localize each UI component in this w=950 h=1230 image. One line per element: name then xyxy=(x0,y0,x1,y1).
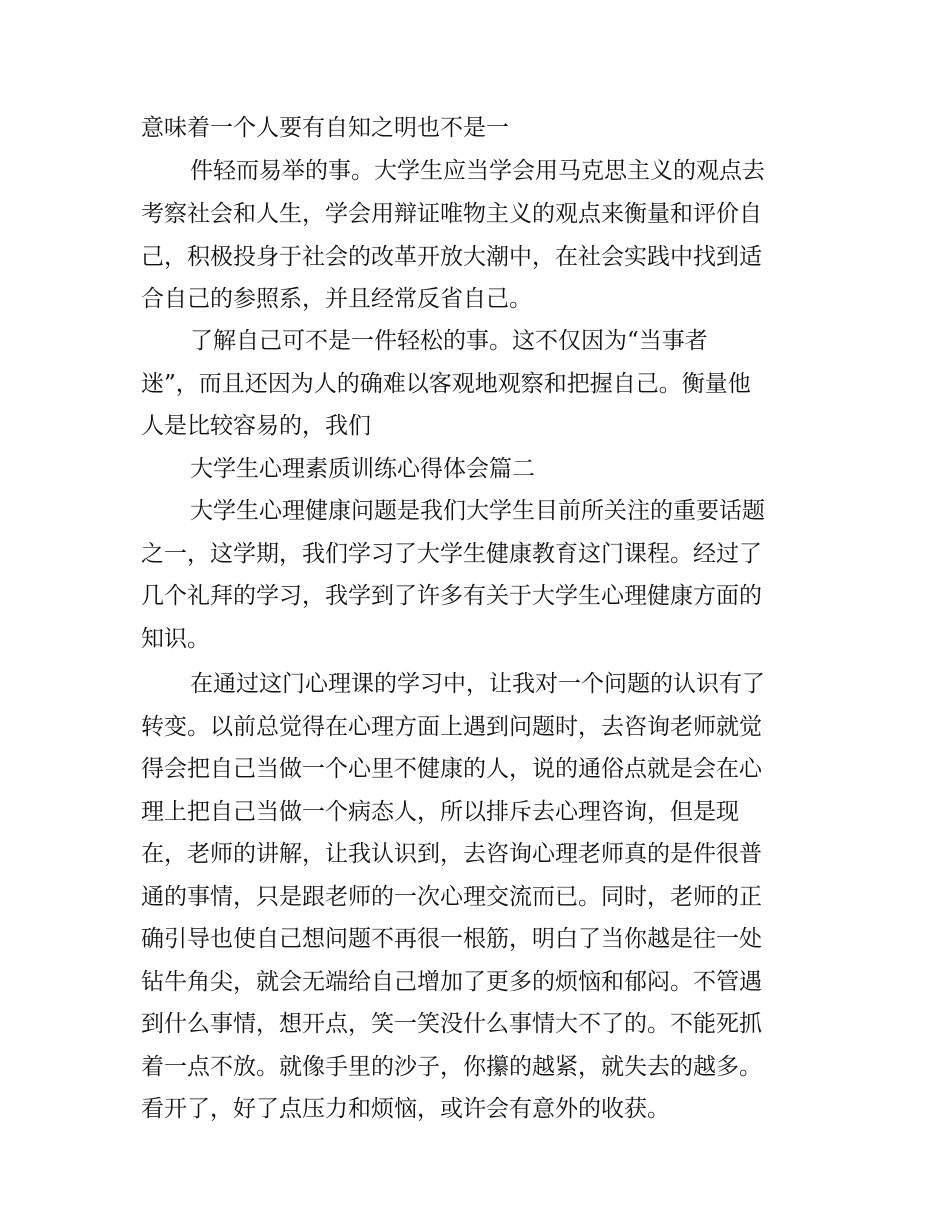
text-line-5: 合自己的参照系，并且经常反省自己。 xyxy=(141,286,532,312)
text-line-6: 了解自己可不是一件轻松的事。这不仅因为“当事者 xyxy=(190,328,708,354)
text-line-13: 知识。 xyxy=(141,626,210,652)
text-line-22: 到什么事情，想开点，笑一笑没什么事情大不了的。不能死抓 xyxy=(141,1011,762,1037)
text-line-1: 意味着一个人要有自知之明也不是一 xyxy=(141,115,509,141)
text-line-4: 己，积极投身于社会的改革开放大潮中，在社会实践中找到适 xyxy=(141,244,762,270)
text-line-20: 确引导也使自己想问题不再很一根筋，明白了当你越是往一处 xyxy=(141,926,762,952)
text-line-17: 理上把自己当做一个病态人，所以排斥去心理咨询，但是现 xyxy=(141,799,739,825)
text-line-19: 通的事情，只是跟老师的一次心理交流而已。同时，老师的正 xyxy=(141,884,762,910)
text-line-12: 几个礼拜的学习，我学到了许多有关于大学生心理健康方面的 xyxy=(141,583,762,609)
text-line-7: 迷”，而且还因为人的确难以客观地观察和把握自己。衡量他 xyxy=(141,371,751,397)
text-line-3: 考察社会和人生，学会用辩证唯物主义的观点来衡量和评价自 xyxy=(141,201,762,227)
text-line-21: 钻牛角尖，就会无端给自己增加了更多的烦恼和郁闷。不管遇 xyxy=(141,969,762,995)
text-line-14: 在通过这门心理课的学习中，让我对一个问题的认识有了 xyxy=(190,671,765,697)
text-line-24: 看开了，好了点压力和烦恼，或许会有意外的收获。 xyxy=(141,1096,670,1122)
text-line-15: 转变。以前总觉得在心理方面上遇到问题时，去咨询老师就觉 xyxy=(141,714,762,740)
text-line-10: 大学生心理健康问题是我们大学生目前所关注的重要话题 xyxy=(190,498,765,524)
text-line-23: 着一点不放。就像手里的沙子，你攥的越紧，就失去的越多。 xyxy=(141,1054,762,1080)
text-line-18: 在，老师的讲解，让我认识到，去咨询心理老师真的是件很普 xyxy=(141,841,762,867)
section-heading: 大学生心理素质训练心得体会篇二 xyxy=(190,456,535,482)
text-line-16: 得会把自己当做一个心里不健康的人，说的通俗点就是会在心 xyxy=(141,756,762,782)
text-line-8: 人是比较容易的，我们 xyxy=(141,413,371,439)
text-line-11: 之一，这学期，我们学习了大学生健康教育这门课程。经过了 xyxy=(141,541,762,567)
text-line-2: 件轻而易举的事。大学生应当学会用马克思主义的观点去 xyxy=(190,158,765,184)
